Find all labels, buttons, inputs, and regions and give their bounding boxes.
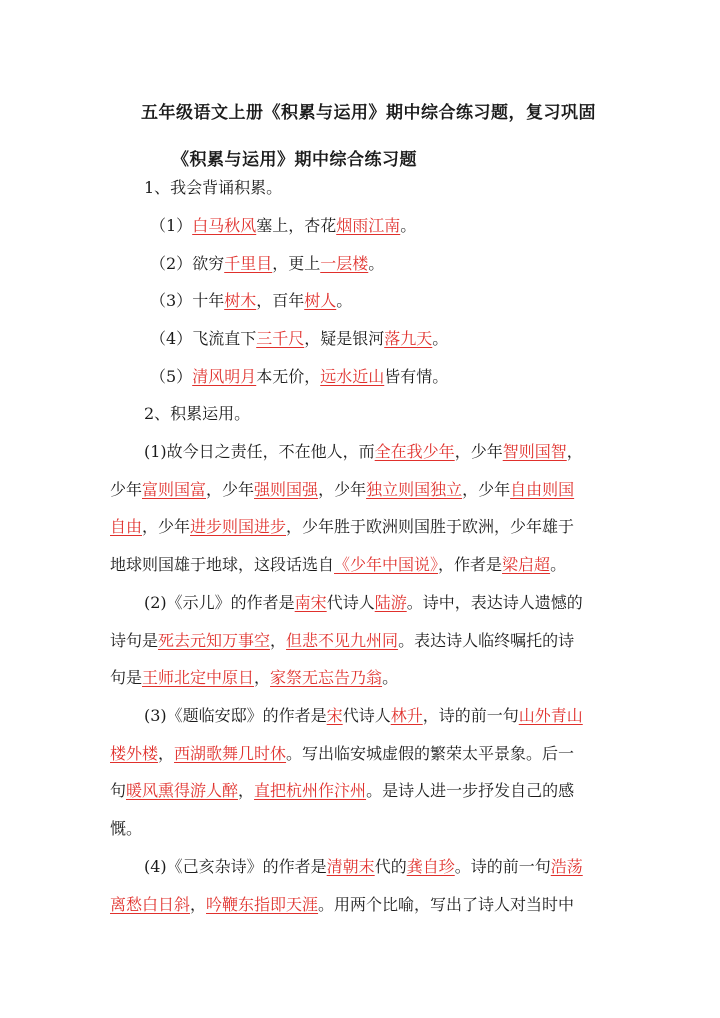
answer: 远水近山	[320, 367, 385, 386]
q2-line-2: 诗句是死去元知万事空，但悲不见九州同。表达诗人临终嘱托的诗	[110, 631, 575, 650]
answer: 陆游	[374, 593, 407, 612]
answer: 暖风熏得游人醉	[126, 781, 239, 800]
answer: 山外青山	[518, 706, 583, 725]
section1-heading: 1、我会背诵积累。	[144, 178, 283, 197]
q3-line-4: 慨。	[110, 819, 143, 838]
answer: 家祭无忘告乃翁	[270, 668, 383, 687]
answer: 落九天	[384, 329, 433, 348]
answer: 浩荡	[550, 857, 583, 876]
answer: 直把杭州作汴州	[254, 781, 367, 800]
q3-line-3: 句暖风熏得游人醉，直把杭州作汴州。是诗人进一步抒发自己的感	[110, 781, 575, 800]
answer: 西湖歌舞几时休	[174, 744, 287, 763]
answer: 富则国富	[142, 480, 207, 499]
recite-item-2: （2）欲穷千里目，更上一层楼。	[150, 254, 385, 273]
answer: 树木	[224, 291, 257, 310]
answer: 宋	[326, 706, 343, 725]
q2-line-1: (2)《示儿》的作者是南宋代诗人陆游。诗中，表达诗人遗憾的	[144, 593, 583, 612]
answer: 自由则国	[510, 480, 575, 499]
answer: 烟雨江南	[336, 216, 401, 235]
answer: 智则国智	[502, 442, 567, 461]
answer: 一层楼	[320, 254, 369, 273]
q4-line-1: (4)《己亥杂诗》的作者是清朝末代的龚自珍。诗的前一句浩荡	[144, 857, 583, 876]
answer: 进步则国进步	[190, 517, 287, 536]
q1-line-4: 地球则国雄于地球，这段话选自《少年中国说》，作者是梁启超。	[110, 555, 567, 574]
q3-line-2: 楼外楼，西湖歌舞几时休。写出临安城虚假的繁荣太平景象。后一	[110, 744, 575, 763]
answer: 吟鞭东指即天涯	[206, 895, 319, 914]
answer: 清朝末	[326, 857, 375, 876]
recite-item-1: （1）白马秋风塞上，杏花烟雨江南。	[150, 216, 417, 235]
answer: 白马秋风	[192, 216, 257, 235]
recite-item-4: （4）飞流直下三千尺，疑是银河落九天。	[150, 329, 449, 348]
answer: 梁启超	[502, 555, 551, 574]
q1-line-3: 自由，少年进步则国进步，少年胜于欧洲则国胜于欧洲，少年雄于	[110, 517, 575, 536]
answer: 但悲不见九州同	[286, 631, 399, 650]
answer: 独立则国独立	[366, 480, 463, 499]
answer: 自由	[110, 517, 143, 536]
answer: 三千尺	[256, 329, 305, 348]
answer: 千里目	[224, 254, 273, 273]
answer: 林升	[390, 706, 423, 725]
answer: 王师北定中原日	[142, 668, 255, 687]
answer: 树人	[304, 291, 337, 310]
recite-item-3: （3）十年树木，百年树人。	[150, 291, 353, 310]
answer: 南宋	[294, 593, 327, 612]
answer: 清风明月	[192, 367, 257, 386]
answer: 龚自珍	[406, 857, 455, 876]
q1-line-2: 少年富则国富，少年强则国强，少年独立则国独立，少年自由则国	[110, 480, 575, 499]
answer: 强则国强	[254, 480, 319, 499]
q2-line-3: 句是王师北定中原日，家祭无忘告乃翁。	[110, 668, 399, 687]
answer: 楼外楼	[110, 744, 159, 763]
q1-line-1: (1)故今日之责任，不在他人，而全在我少年，少年智则国智，	[144, 442, 583, 461]
document-subtitle: 《积累与运用》期中综合练习题	[172, 150, 417, 170]
answer: 死去元知万事空	[158, 631, 271, 650]
section2-heading: 2、积累运用。	[144, 404, 251, 423]
answer: 《少年中国说》	[334, 555, 439, 574]
answer: 全在我少年	[374, 442, 455, 461]
q4-line-2: 离愁白日斜，吟鞭东指即天涯。用两个比喻，写出了诗人对当时中	[110, 895, 575, 914]
recite-item-5: （5）清风明月本无价，远水近山皆有情。	[150, 367, 449, 386]
q3-line-1: (3)《题临安邸》的作者是宋代诗人林升，诗的前一句山外青山	[144, 706, 583, 725]
answer: 离愁白日斜	[110, 895, 191, 914]
document-title: 五年级语文上册《积累与运用》期中综合练习题，复习巩固	[141, 103, 596, 123]
